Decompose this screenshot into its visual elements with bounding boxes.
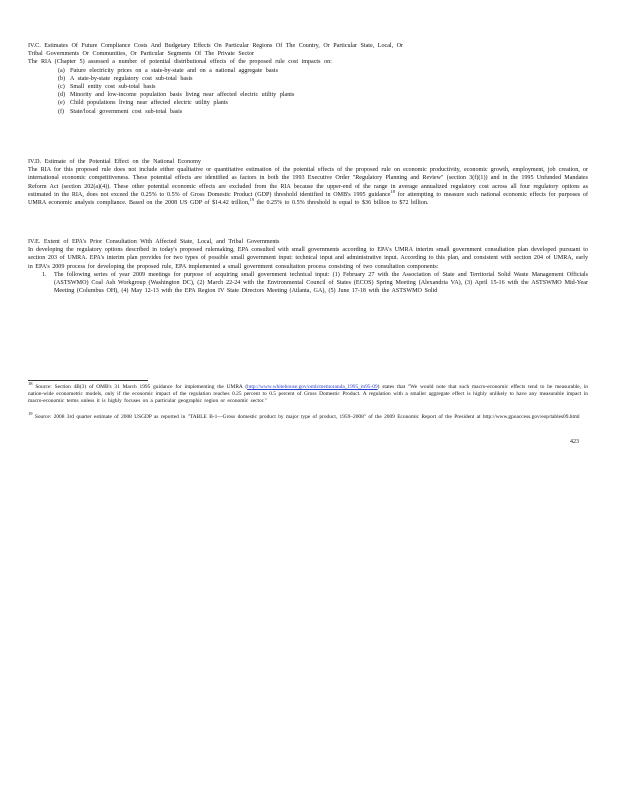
list-item-text: A state-by-state regulatory cost sub-total basis [70, 75, 193, 82]
list-item-text: The following series of year 2009 meetings for purpose of acquiring small government technical input: (1) February 27 with the Association of State and Territorial Solid Waste Management Officials (ASTSWMO) Coal Ash Workgroup (Washington DC), (2) March 22-24 with the Environmental Council of States (ECOS) Spring Meeting (Alexandria VA), (3) April 15-16 with the ASTSWMO Mid-Year Meeting (Columbus OH), (4) May 12-13 with the EPA Region IV State Directors Meeting (Atlanta, GA), (5) June 17-18 with the ASTSWMO Solid [54, 271, 588, 295]
footnote-ref: 18 [390, 188, 395, 194]
paragraph-text: the 0.25% to 0.5% threshold is equal to $36 billion to $72 billion. [253, 200, 429, 207]
list-item-text: Child populations living near affected electric utility plants [70, 100, 228, 107]
paragraph-text: for attempting to measure such national economic effects for purposes of UMRA economic analysis compliance. Based on the 2008 US GDP of $14.42 trillion, [28, 191, 588, 207]
list-item [28, 99, 588, 107]
footnote-text: Source: 2008 3rd quarter estimate of 2008 USGDP as reported in "TABLE B-1—Gross domestic product by major type of product, 1959–2008" of the 2009 Economic Report of the President at http://www.gpoaccess.gov/eop/tables09.html [32, 414, 580, 420]
section-iv-d [28, 158, 588, 207]
section-heading-continued: Tribal Governments Or Communities, Or Particular Segments Of The Private Sector [28, 51, 254, 58]
footnote-18 [28, 381, 589, 406]
paragraph-text: The RIA for this proposed rule does not include either qualitative or quantitative estimation of the potential effects of the proposed rule on economic productivity, economic growth, employment, job creation, or international economic competitiveness. These potential effects are identified as factors in both the 1993 Executive Order "Regulatory Planning and Review" (section 3(f)(1)) and in the 1995 Unfunded Mandates Reform Act (section 202(a)(4)). These other potential economic effects are excluded from the RIA because the upper-end of the range in average annualized regulatory cost across all four regulatory options as estimated in the RIA, does not exceed the 0.25% to 0.5% of Gross Domestic Product (GDP) threshold identified in OMB's 1995 guidance [28, 167, 588, 198]
footnote-text: ) states that "We would note that such macro-economic effects tend to be measurable, in nation-wide econometric models, only if the economic impact of the regulation reaches 0.25 percent to 0.5 percent of Gross Domestic Product. A regulation with a smaller aggregate effect is highly unlikely to have any measurable impact in macro-economic terms unless it is highly focuses on a particular geographic region or economic sector." [28, 384, 589, 405]
section-heading: IV.C. Estimates Of Future Compliance Costs And Budgetary Effects On Particular Regions Of The Country, Or Particular State, Local, Or [28, 43, 404, 49]
footnote-link[interactable]: http://www.whitehouse.gov/omb/memoranda_1995_m95-09 [247, 384, 378, 390]
section-paragraph: In developing the regulatory options described in today's proposed rulemaking, EPA consulted with small governments according to EPA's UMRA interim small government consultation plan developed pursuant to section 203 of UMRA. EPA's interim plan provides for two types of possible small government input: technical input and administrative input. According to this plan, and consistent with section 204 of UMRA, early in EPA's 2009 process for developing the proposed rule, EPA implemented a small government consultation process consisting of two consultation components: [28, 247, 588, 270]
list-item-label: 1. [42, 271, 47, 278]
footnote-text: Source: Section 4B(3) of OMB's 31 March 1995 guidance for implementing the UMRA ( [32, 384, 248, 390]
section-iv-e [28, 238, 588, 295]
list-item-label: (c) [58, 84, 65, 91]
list-item-text: Minority and low-income population basis living near affected electric utility plants [70, 92, 295, 99]
section-iv-c [28, 42, 588, 116]
consultation-components-list [28, 271, 588, 296]
footnote-ref: 19 [249, 196, 254, 202]
list-item [28, 83, 588, 91]
section-heading: IV.E. Extent of EPA's Prior Consultation With Affected State, Local, and Tribal Governments [28, 239, 280, 245]
footnote-mark: 19 [28, 411, 33, 417]
list-item-label: (f) [58, 108, 65, 115]
section-paragraph [28, 166, 588, 207]
list-item-label: (b) [58, 75, 66, 82]
section-intro: The RIA (Chapter 5) assessed a number of potential distributional effects of the proposed rule cost impacts on: [28, 59, 332, 66]
footnote-19 [28, 411, 588, 421]
footnote-mark: 18 [28, 381, 33, 387]
list-item-text: Small entity cost sub-total basis [70, 84, 156, 91]
list-item-text: Future electricity prices on a state-by-state and on a national aggregate basis [70, 67, 278, 74]
footnote-divider [28, 380, 148, 381]
list-item [28, 75, 588, 83]
list-item-text: State/local government cost sub-total basis [70, 108, 183, 115]
list-item [28, 67, 588, 75]
list-item [28, 108, 588, 116]
list-item [28, 271, 588, 296]
section-heading: IV.D. Estimate of the Potential Effect on the National Economy [28, 159, 201, 165]
list-item [28, 91, 588, 99]
list-item-label: (e) [58, 100, 65, 107]
list-item-label: (d) [58, 92, 66, 99]
page-number: 423 [570, 439, 579, 445]
distributional-effects-list [28, 67, 588, 116]
list-item-label: (a) [58, 67, 65, 74]
